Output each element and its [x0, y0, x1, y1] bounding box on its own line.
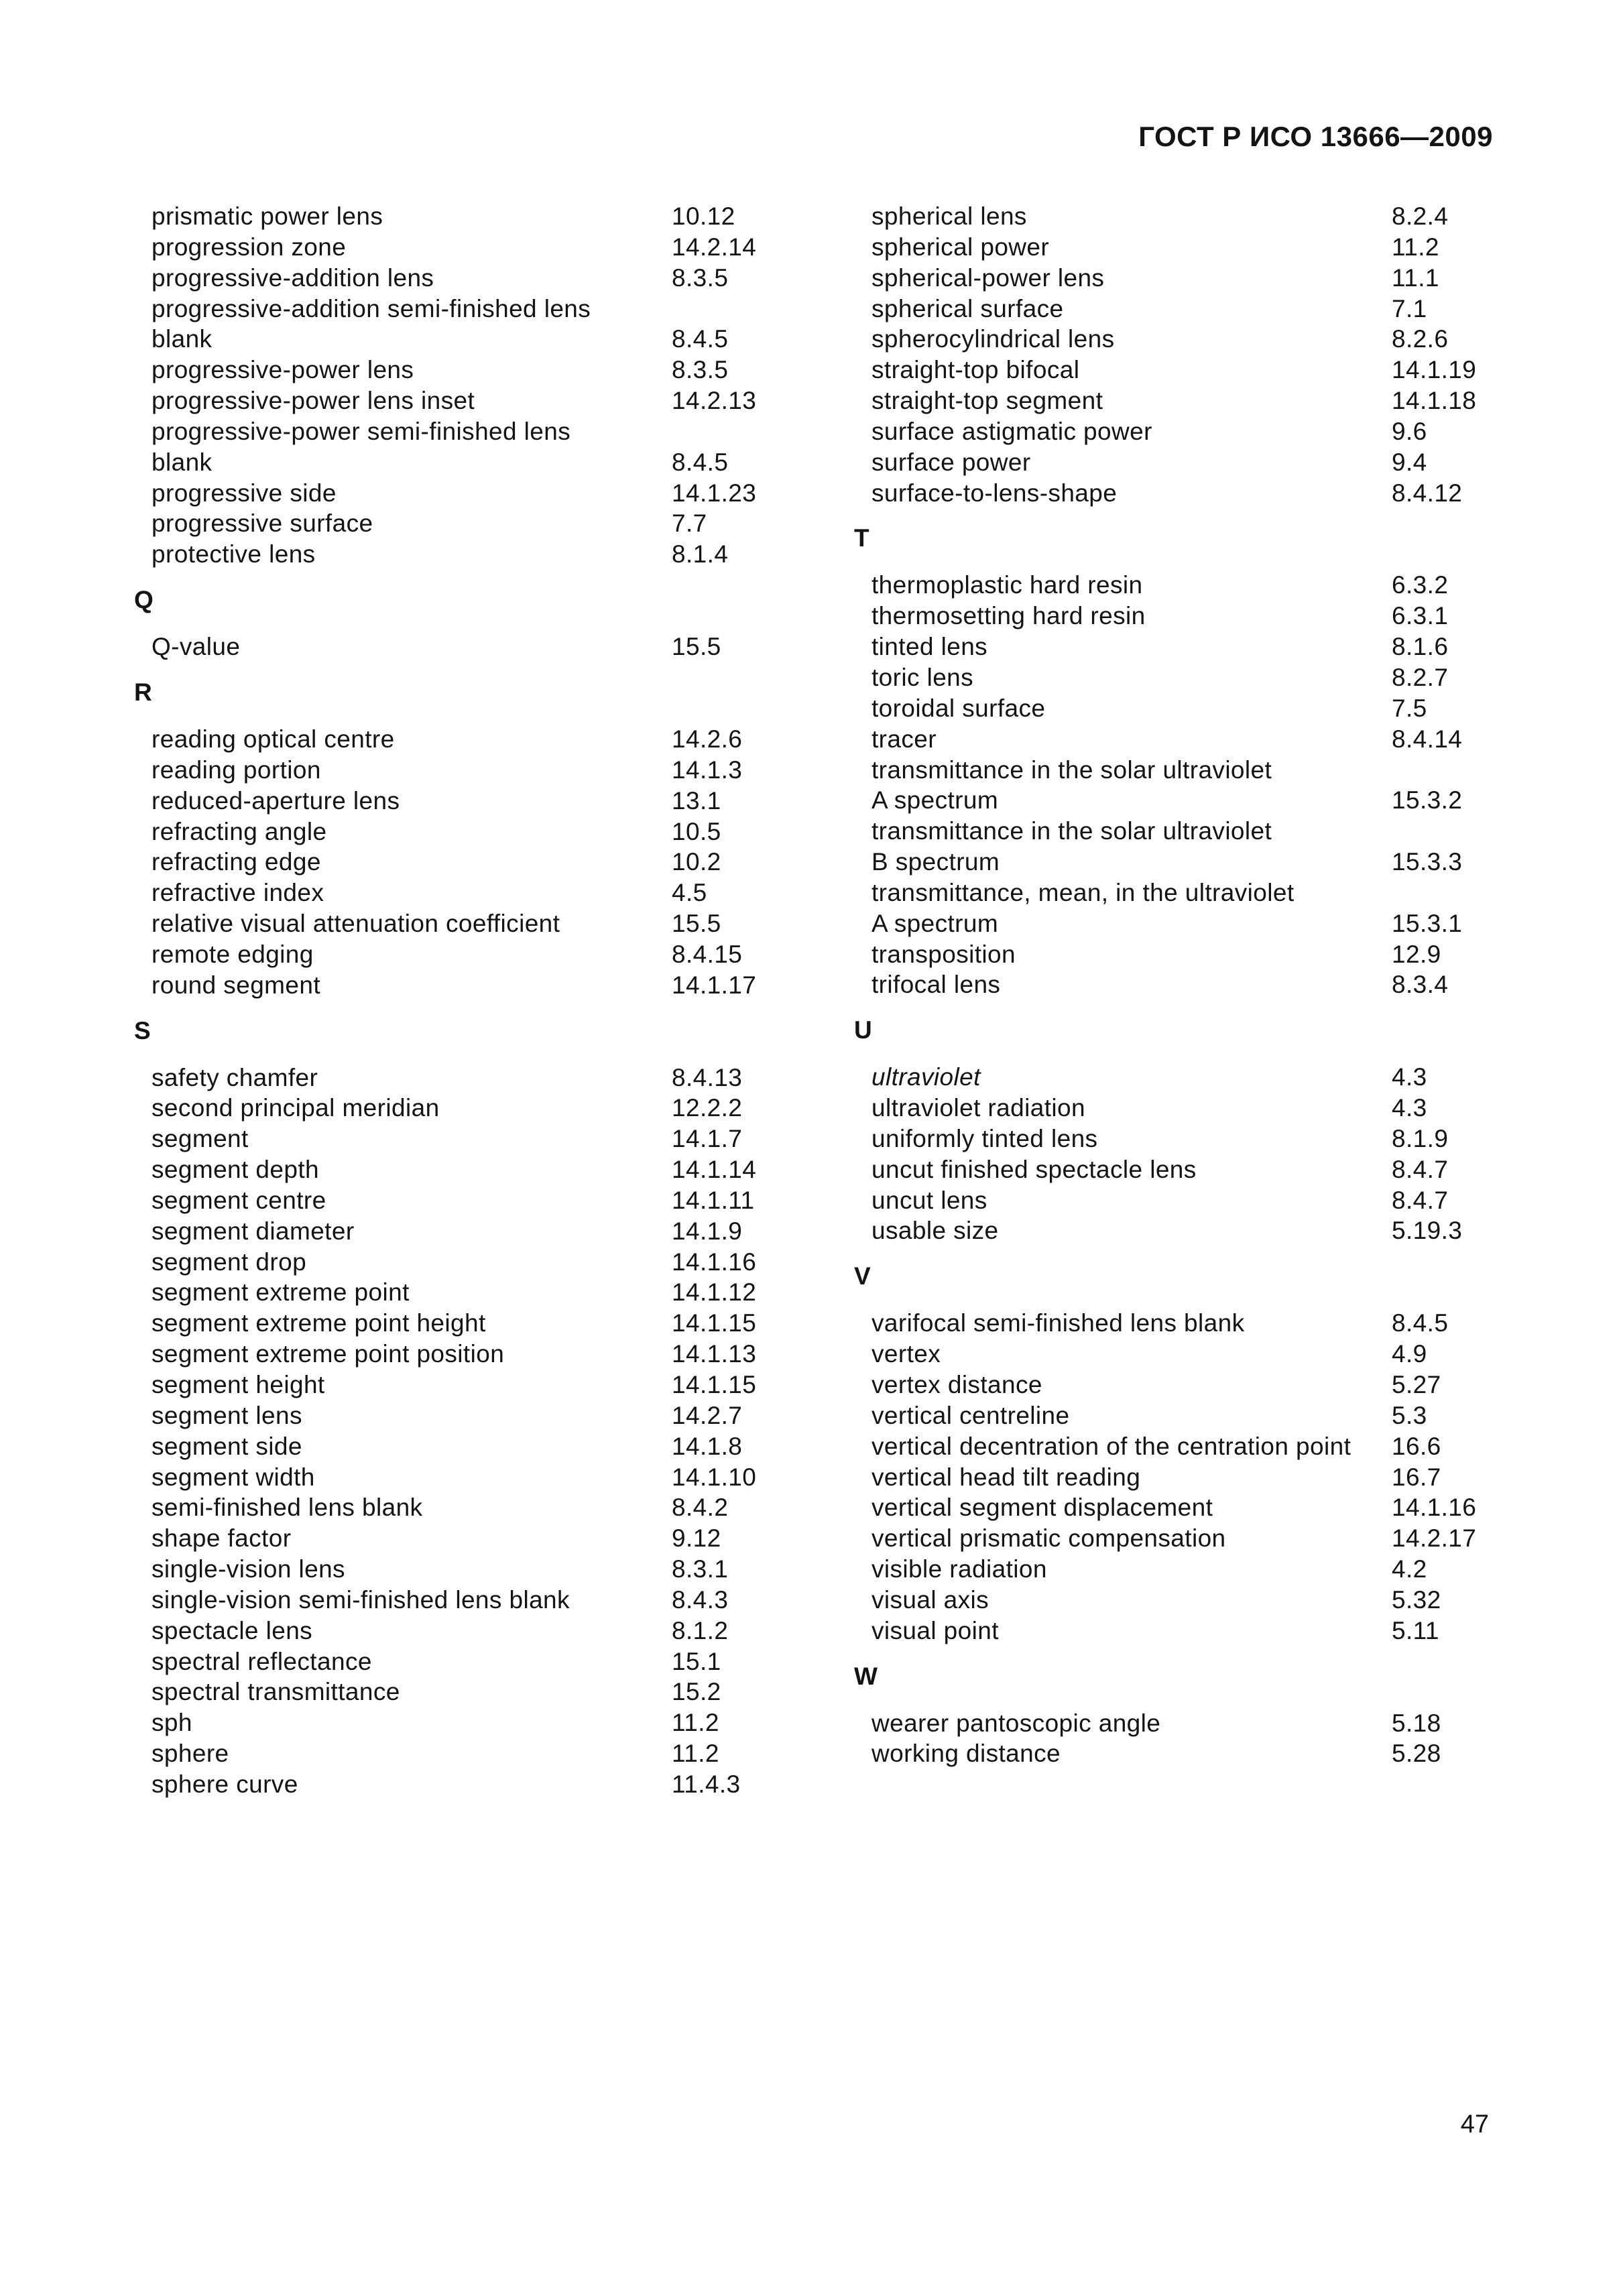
index-term: spectral reflectance: [152, 1647, 372, 1675]
index-reference: 10.2: [672, 848, 721, 876]
index-term: progressive side: [152, 479, 337, 507]
index-term: tinted lens: [871, 633, 988, 661]
index-term: wearer pantoscopic angle: [871, 1709, 1161, 1737]
index-entry: [854, 1738, 1524, 1769]
index-reference: 15.1: [672, 1647, 721, 1675]
index-term: spherical surface: [871, 294, 1064, 322]
index-term: vertical decentration of the centration point: [871, 1432, 1351, 1460]
index-entry: [854, 1431, 1524, 1462]
index-term: segment lens: [152, 1401, 302, 1429]
index-term: segment extreme point: [152, 1278, 410, 1307]
index-entry: [854, 355, 1524, 385]
index-term: single-vision semi-finished lens blank: [152, 1585, 570, 1614]
index-term: blank: [152, 448, 213, 476]
index-reference: 8.1.9: [1392, 1124, 1449, 1152]
index-reference: 14.1.19: [1392, 356, 1477, 384]
index-term: remote edging: [152, 940, 314, 968]
index-entry: [134, 1738, 804, 1769]
index-term: A spectrum: [871, 909, 999, 937]
index-letter-heading: W: [854, 1662, 878, 1690]
index-entry: [134, 416, 804, 447]
index-term: blank: [152, 325, 213, 353]
index-reference: 8.3.5: [672, 356, 729, 384]
index-entry: [134, 1646, 804, 1677]
index-entry: [854, 601, 1524, 631]
index-entry: [854, 232, 1524, 263]
index-reference: 7.5: [1392, 694, 1427, 722]
index-entry: [854, 1339, 1524, 1370]
index-reference: 8.4.5: [672, 448, 729, 476]
index-term: transmittance in the solar ultraviolet: [871, 817, 1272, 845]
index-term: ultraviolet radiation: [871, 1094, 1085, 1122]
index-reference: 11.1: [1392, 263, 1439, 292]
index-entry: [854, 785, 1524, 816]
index-entry: [134, 755, 804, 786]
index-term: segment drop: [152, 1248, 307, 1276]
index-entry: [134, 447, 804, 478]
index-term: visible radiation: [871, 1555, 1047, 1583]
index-reference: 4.9: [1392, 1340, 1427, 1368]
index-entry: [134, 970, 804, 1001]
index-reference: 8.4.5: [1392, 1309, 1449, 1337]
index-entry: [134, 1185, 804, 1216]
index-reference: 12.2.2: [672, 1094, 743, 1122]
index-term: segment diameter: [152, 1217, 355, 1245]
index-reference: 14.1.23: [672, 479, 757, 507]
index-term: segment width: [152, 1463, 315, 1491]
index-term: spherical lens: [871, 202, 1027, 230]
index-term: spherical-power lens: [871, 263, 1105, 292]
index-entry: [134, 1554, 804, 1585]
index-reference: 5.27: [1392, 1371, 1441, 1398]
index-entry: [854, 1185, 1524, 1216]
index-entry: [854, 1124, 1524, 1154]
index-entry: [854, 662, 1524, 693]
index-entry: [854, 1462, 1524, 1493]
index-term: segment centre: [152, 1186, 326, 1214]
index-entry: [134, 1308, 804, 1339]
index-term: tracer: [871, 725, 937, 753]
index-term: surface power: [871, 448, 1031, 476]
index-reference: 13.1: [672, 786, 721, 814]
index-reference: 14.1.16: [1392, 1494, 1477, 1522]
index-term: relative visual attenuation coefficient: [152, 910, 560, 938]
index-term: spherical power: [871, 233, 1050, 261]
index-entry: [134, 786, 804, 817]
index-entry: [134, 1093, 804, 1124]
index-entry: [854, 908, 1524, 939]
index-entry: [134, 232, 804, 263]
index-term: uncut lens: [871, 1186, 987, 1214]
index-term: transmittance, mean, in the ultraviolet: [871, 878, 1295, 906]
index-entry: [854, 1154, 1524, 1185]
index-reference: 5.11: [1392, 1616, 1439, 1644]
index-term: segment extreme point position: [152, 1340, 505, 1368]
index-entry: [854, 1492, 1524, 1523]
index-term: shape factor: [152, 1524, 292, 1553]
index-reference: 8.1.2: [672, 1616, 729, 1644]
index-term: Q-value: [152, 633, 241, 661]
index-entry: [134, 508, 804, 539]
index-term: progressive-power lens inset: [152, 387, 475, 415]
index-term: segment depth: [152, 1156, 319, 1184]
index-letter-heading: U: [854, 1016, 872, 1044]
index-term: reading portion: [152, 756, 321, 784]
index-entry: [854, 755, 1524, 786]
index-reference: 14.1.11: [672, 1186, 755, 1214]
index-reference: 14.1.15: [672, 1309, 757, 1337]
index-entry: [134, 355, 804, 385]
index-term: refracting angle: [152, 817, 327, 845]
index-term: uncut finished spectacle lens: [871, 1155, 1197, 1183]
index-entry: [854, 263, 1524, 294]
index-reference: 14.1.17: [672, 971, 757, 999]
index-reference: 6.3.2: [1392, 571, 1449, 599]
index-term: varifocal semi-finished lens blank: [871, 1309, 1245, 1337]
index-reference: 8.3.4: [1392, 971, 1449, 999]
index-entry: [854, 294, 1524, 324]
index-entry: [134, 385, 804, 416]
index-reference: 14.1.7: [672, 1125, 743, 1153]
index-entry: [134, 478, 804, 509]
index-reference: 16.7: [1392, 1463, 1441, 1491]
index-term: vertical prismatic compensation: [871, 1524, 1226, 1553]
index-reference: 8.4.2: [672, 1494, 729, 1522]
index-entry: [854, 324, 1524, 355]
index-entry: [134, 324, 804, 355]
index-term: progression zone: [152, 233, 347, 261]
index-reference: 14.1.13: [672, 1340, 757, 1368]
index-entry: [854, 1585, 1524, 1616]
index-entry: [854, 1062, 1524, 1093]
index-term: safety chamfer: [152, 1063, 318, 1091]
index-term: vertex distance: [871, 1371, 1042, 1398]
index-term: second principal meridian: [152, 1094, 440, 1122]
index-reference: 15.3.2: [1392, 786, 1463, 814]
index-letter-heading: R: [134, 678, 152, 706]
index-reference: 14.1.15: [672, 1371, 757, 1398]
index-entry: [854, 201, 1524, 232]
index-entry: [134, 847, 804, 878]
index-entry: [854, 1215, 1524, 1246]
index-reference: 5.28: [1392, 1740, 1441, 1768]
index-term: single-vision lens: [152, 1555, 345, 1583]
index-entry: [134, 1492, 804, 1523]
index-reference: 14.1.12: [672, 1278, 757, 1307]
index-reference: 14.1.3: [672, 756, 743, 784]
index-reference: 4.3: [1392, 1063, 1427, 1091]
index-term: semi-finished lens blank: [152, 1494, 423, 1522]
index-reference: 9.6: [1392, 417, 1427, 445]
index-letter-heading: T: [854, 524, 869, 552]
index-entry: [854, 570, 1524, 601]
index-entry: [134, 1247, 804, 1278]
index-entry: [854, 878, 1524, 908]
index-entry: [854, 816, 1524, 847]
index-entry: [854, 385, 1524, 416]
index-term: refracting edge: [152, 848, 321, 876]
index-reference: 8.3.5: [672, 263, 729, 292]
index-reference: 14.2.6: [672, 725, 743, 753]
index-reference: 14.1.8: [672, 1432, 743, 1460]
index-term: progressive-addition lens: [152, 263, 434, 292]
index-reference: 15.3.3: [1392, 848, 1463, 876]
index-term: spherocylindrical lens: [871, 325, 1115, 353]
index-reference: 11.2: [1392, 233, 1439, 261]
index-reference: 7.7: [672, 509, 707, 538]
index-entry: [854, 1308, 1524, 1339]
index-entry: [854, 1616, 1524, 1646]
index-term: transposition: [871, 940, 1016, 968]
index-term: uniformly tinted lens: [871, 1124, 1098, 1152]
index-term: segment side: [152, 1432, 302, 1460]
index-entry: [134, 908, 804, 939]
index-reference: 12.9: [1392, 940, 1441, 968]
index-term: segment extreme point height: [152, 1309, 486, 1337]
index-term: progressive-power semi-finished lens: [152, 417, 571, 445]
index-term: surface astigmatic power: [871, 417, 1152, 445]
index-entry: [854, 969, 1524, 1000]
index-reference: 14.1.10: [672, 1463, 757, 1491]
index-column-left: [134, 201, 804, 1800]
index-reference: 11.2: [672, 1740, 719, 1768]
index-entry: [134, 1124, 804, 1154]
index-reference: 15.3.1: [1392, 909, 1463, 937]
index-reference: 4.3: [1392, 1094, 1427, 1122]
index-term: thermosetting hard resin: [871, 602, 1146, 630]
index-term: straight-top segment: [871, 387, 1103, 415]
index-reference: 8.4.7: [1392, 1155, 1449, 1183]
index-reference: 14.2.17: [1392, 1524, 1477, 1553]
index-entry: [854, 1370, 1524, 1400]
index-term: A spectrum: [871, 786, 999, 814]
index-entry: [134, 1585, 804, 1616]
index-reference: 8.4.3: [672, 1585, 729, 1614]
index-letter-heading: Q: [134, 586, 154, 614]
index-reference: 14.1.16: [672, 1248, 757, 1276]
index-term: sphere: [152, 1740, 229, 1768]
index-entry: [854, 447, 1524, 478]
index-entry: [134, 1154, 804, 1185]
index-entry: [134, 724, 804, 755]
index-entry: [854, 724, 1524, 755]
index-entry: [854, 1093, 1524, 1124]
index-term: vertical head tilt reading: [871, 1463, 1141, 1491]
index-term: sph: [152, 1709, 192, 1737]
index-term: vertex: [871, 1340, 941, 1368]
index-term: thermoplastic hard resin: [871, 571, 1143, 599]
index-reference: 14.1.9: [672, 1217, 743, 1245]
index-reference: 10.12: [672, 202, 735, 230]
index-term: spectacle lens: [152, 1616, 313, 1644]
index-entry: [854, 1523, 1524, 1554]
index-entry: [134, 1370, 804, 1400]
index-term: toric lens: [871, 663, 974, 691]
index-entry: [134, 1277, 804, 1308]
index-term: spectral transmittance: [152, 1678, 400, 1706]
index-entry: [134, 539, 804, 570]
index-term: transmittance in the solar ultraviolet: [871, 756, 1272, 784]
index-reference: 9.4: [1392, 448, 1427, 476]
index-reference: 14.1.14: [672, 1156, 757, 1184]
index-term: sphere curve: [152, 1770, 298, 1798]
index-term: segment: [152, 1125, 249, 1153]
index-letter-heading: S: [134, 1016, 151, 1044]
index-entry: [134, 939, 804, 970]
index-entry: [854, 939, 1524, 970]
index-reference: 8.4.15: [672, 940, 743, 968]
index-reference: 5.3: [1392, 1401, 1427, 1429]
index-term: progressive-addition semi-finished lens: [152, 294, 591, 322]
index-reference: 15.5: [672, 910, 721, 938]
index-reference: 5.18: [1392, 1709, 1441, 1737]
index-term: working distance: [871, 1740, 1061, 1768]
index-entry: [134, 263, 804, 294]
index-reference: 4.5: [672, 879, 707, 907]
index-reference: 4.2: [1392, 1555, 1427, 1583]
index-term: segment height: [152, 1371, 325, 1398]
index-reference: 10.5: [672, 817, 721, 845]
document-header: ГОСТ Р ИСО 13666—2009: [1138, 121, 1493, 152]
index-entry: [854, 416, 1524, 447]
index-reference: 8.2.7: [1392, 663, 1449, 691]
page-number: 47: [1460, 2110, 1489, 2138]
index-term: reading optical centre: [152, 725, 395, 753]
index-term: visual axis: [871, 1585, 989, 1614]
index-term: protective lens: [152, 540, 316, 568]
index-entry: [134, 1769, 804, 1800]
index-entry: [854, 1400, 1524, 1431]
index-term: progressive surface: [152, 509, 373, 538]
index-entry: [854, 693, 1524, 724]
index-entry: [134, 1523, 804, 1554]
index-entry: [134, 1400, 804, 1431]
index-term: visual point: [871, 1616, 999, 1644]
index-entry: [854, 1554, 1524, 1585]
index-term: toroidal surface: [871, 694, 1046, 722]
index-reference: 8.4.12: [1392, 479, 1463, 507]
index-entry: [134, 294, 804, 324]
index-term: prismatic power lens: [152, 202, 383, 230]
index-reference: 8.2.4: [1392, 202, 1449, 230]
index-entry: [134, 1707, 804, 1738]
index-term: round segment: [152, 971, 321, 999]
index-reference: 15.5: [672, 633, 721, 661]
index-entry: [134, 1431, 804, 1462]
index-reference: 14.1.18: [1392, 387, 1477, 415]
index-reference: 8.4.13: [672, 1063, 743, 1091]
index-term: progressive-power lens: [152, 356, 414, 384]
index-reference: 8.4.7: [1392, 1186, 1449, 1214]
index-reference: 8.4.14: [1392, 725, 1463, 753]
index-entry: [854, 631, 1524, 662]
index-reference: 8.1.6: [1392, 633, 1449, 661]
index-term: vertical centreline: [871, 1401, 1070, 1429]
index-reference: 8.2.6: [1392, 325, 1449, 353]
index-term: usable size: [871, 1217, 999, 1245]
index-reference: 7.1: [1392, 294, 1427, 322]
index-term: vertical segment displacement: [871, 1494, 1213, 1522]
index-reference: 14.2.14: [672, 233, 757, 261]
index-entry: [134, 817, 804, 847]
index-term: refractive index: [152, 879, 324, 907]
index-reference: 8.3.1: [672, 1555, 729, 1583]
index-entry: [134, 1063, 804, 1093]
index-entry: [134, 878, 804, 908]
index-entry: [134, 1339, 804, 1370]
index-term: B spectrum: [871, 848, 1000, 876]
index-term: trifocal lens: [871, 971, 1001, 999]
index-entry: [134, 1462, 804, 1493]
index-entry: [134, 201, 804, 232]
index-reference: 6.3.1: [1392, 602, 1449, 630]
index-entry: [134, 1677, 804, 1707]
index-term: surface-to-lens-shape: [871, 479, 1118, 507]
index-reference: 8.1.4: [672, 540, 729, 568]
index-column-right: [854, 201, 1524, 1769]
index-reference: 16.6: [1392, 1432, 1441, 1460]
index-reference: 11.4.3: [672, 1770, 741, 1798]
index-term: reduced-aperture lens: [152, 786, 400, 814]
index-entry: [134, 1616, 804, 1646]
index-reference: 9.12: [672, 1524, 721, 1553]
index-entry: [854, 1708, 1524, 1739]
index-reference: 14.2.7: [672, 1401, 743, 1429]
index-letter-heading: V: [854, 1262, 871, 1290]
index-reference: 5.32: [1392, 1585, 1441, 1614]
index-entry: [134, 1216, 804, 1247]
index-entry: [134, 631, 804, 662]
index-reference: 15.2: [672, 1678, 721, 1706]
index-reference: 11.2: [672, 1709, 719, 1737]
index-reference: 5.19.3: [1392, 1217, 1463, 1245]
index-entry: [854, 478, 1524, 509]
index-reference: 14.2.13: [672, 387, 757, 415]
index-term: ultraviolet: [871, 1063, 981, 1091]
index-entry: [854, 847, 1524, 878]
index-term: straight-top bifocal: [871, 356, 1080, 384]
index-reference: 8.4.5: [672, 325, 729, 353]
